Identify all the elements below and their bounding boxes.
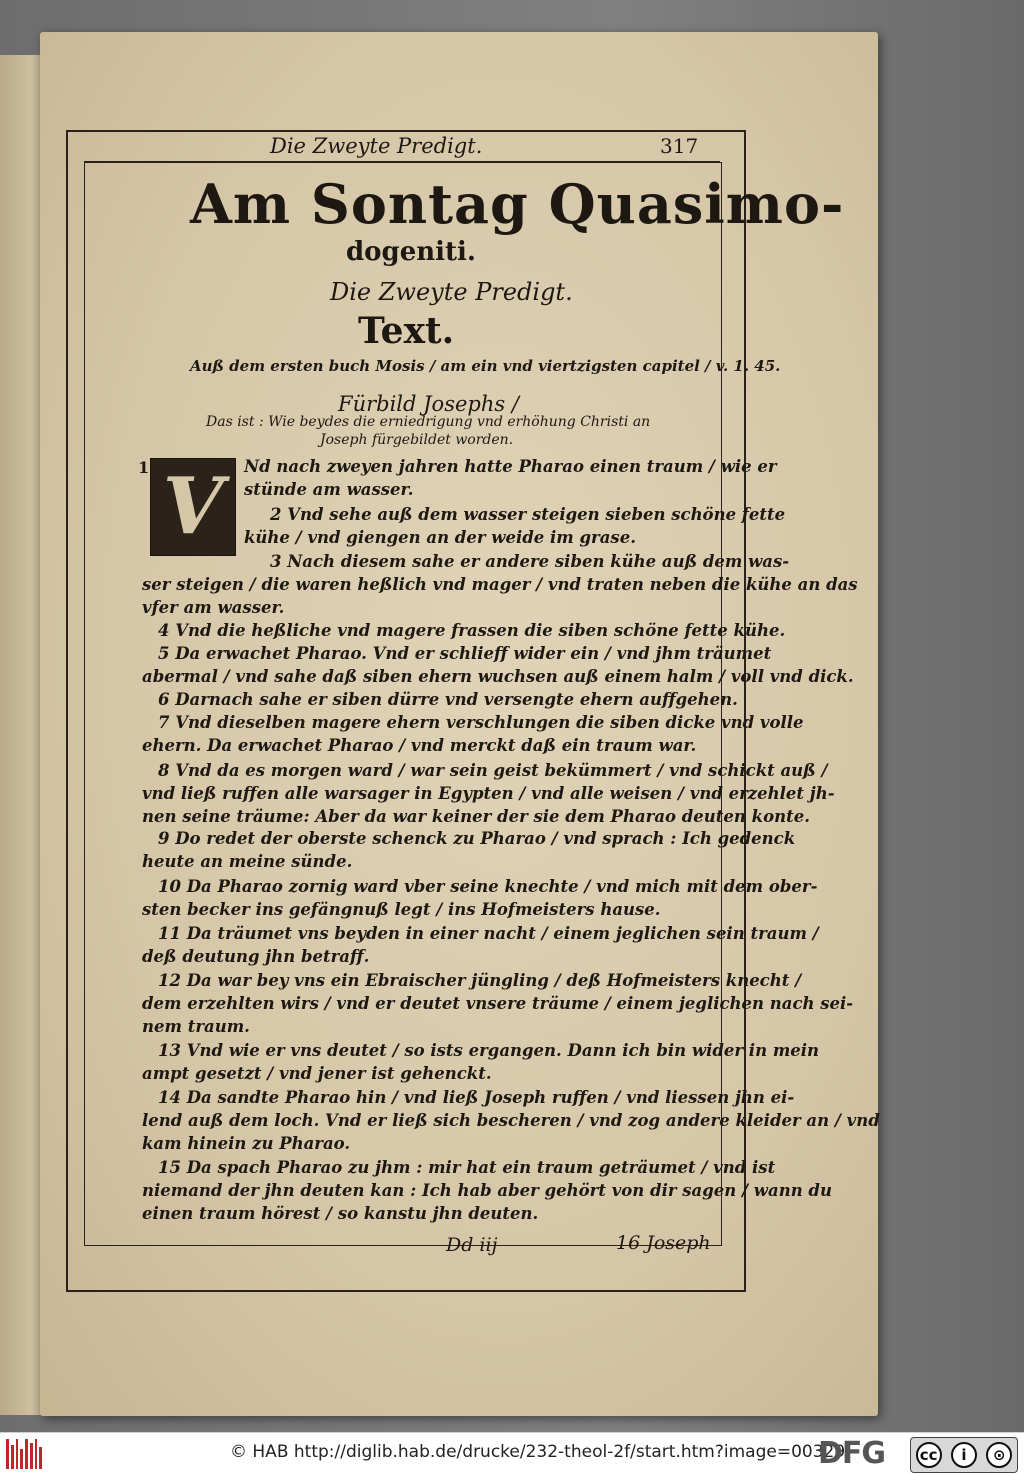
text-heading: Text. (358, 310, 455, 352)
text-line: 4 Vnd die heßliche vnd magere frassen die siben schöne fette kühe. (158, 621, 786, 640)
text-line: 10 Da Pharao zornig ward vber seine knechte / vnd mich mit dem ober- (158, 877, 818, 896)
text-line: 2 Vnd sehe auß dem wasser steigen sieben schöne fette (270, 505, 786, 524)
text-line: vnd ließ ruffen alle warsager in Egypten / vnd alle weisen / vnd erzehlet jh- (142, 784, 835, 803)
text-line: 6 Darnach sahe er siben dürre vnd versengte ehern auffgehen. (158, 690, 738, 709)
running-head: Die Zweyte Predigt. (270, 134, 483, 158)
sermon-subtitle: Die Zweyte Predigt. (330, 278, 573, 306)
text-line: 9 Do redet der oberste schenck zu Pharao / vnd sprach : Ich gedenck (158, 829, 796, 848)
cc-icon: cc (916, 1442, 942, 1468)
page-title-line2: dogeniti. (346, 237, 476, 267)
page-number: 317 (660, 134, 699, 158)
text-line: 3 Nach diesem sahe er andere siben kühe auß dem was- (270, 552, 790, 571)
text-line: ser steigen / die waren heßlich vnd mager / vnd traten neben die kühe an das (142, 575, 858, 594)
gloss-line-2: Joseph fürgebildet worden. (320, 432, 514, 448)
gloss-line-1: Das ist : Wie beydes die erniedrigung vnd erhöhung Christi an (206, 414, 651, 430)
text-line: 7 Vnd dieselben magere ehern verschlungen die siben dicke vnd volle (158, 713, 804, 732)
header-rule (84, 161, 720, 162)
figure-heading: Fürbild Josephs / (338, 392, 519, 416)
text-line: lend auß dem loch. Vnd er ließ sich bescheren / vnd zog andere kleider an / vnd (142, 1111, 880, 1130)
text-line: kühe / vnd giengen an der weide im grase. (244, 528, 636, 547)
text-line: kam hinein zu Pharao. (142, 1134, 351, 1153)
text-line: deß deutung jhn betraff. (142, 947, 370, 966)
text-line: 15 Da spach Pharao zu jhm : mir hat ein traum geträumet / vnd ist (158, 1158, 776, 1177)
decorated-initial: V (150, 458, 236, 556)
verse-number-1: 1 (138, 458, 150, 477)
text-line: 13 Vnd wie er vns deutet / so ists ergangen. Dann ich bin wider in mein (158, 1041, 820, 1060)
text-line: nem traum. (142, 1017, 250, 1036)
text-line: stünde am wasser. (244, 480, 414, 499)
cc-license-badge[interactable] (910, 1437, 1018, 1473)
text-line: 11 Da träumet vns beyden in einer nacht / einem jeglichen sein traum / (158, 924, 819, 943)
share-alike-icon: ⊙ (986, 1442, 1012, 1468)
signature-mark: Dd iij (446, 1234, 498, 1256)
copyright-url-link[interactable]: © HAB http://diglib.hab.de/drucke/232-theol-2f/start.htm?image=00329 (230, 1442, 846, 1462)
text-line: einen traum hörest / so kanstu jhn deuten. (142, 1204, 539, 1223)
text-line: ehern. Da erwachet Pharao / vnd merckt daß ein traum war. (142, 736, 697, 755)
text-line: sten becker ins gefängnuß legt / ins Hofmeisters hause. (142, 900, 661, 919)
viewer-footer (0, 1432, 1024, 1474)
text-line: vfer am wasser. (142, 598, 285, 617)
hab-logo-icon (6, 1439, 42, 1469)
text-line: 5 Da erwachet Pharao. Vnd er schlieff wider ein / vnd jhm träumet (158, 644, 772, 663)
dfg-logo: DFG (818, 1436, 886, 1471)
text-line: 12 Da war bey vns ein Ebraischer jüngling / deß Hofmeisters knecht / (158, 971, 802, 990)
text-line: 8 Vnd da es morgen ward / war sein geist bekümmert / vnd schickt auß / (158, 761, 828, 780)
text-line: ampt gesetzt / vnd jener ist gehenckt. (142, 1064, 492, 1083)
text-line: nen seine träume: Aber da war keiner der sie dem Pharao deuten konte. (142, 807, 810, 826)
text-line: Nd nach zweyen jahren hatte Pharao einen traum / wie er (244, 457, 777, 476)
catchword: 16 Joseph (616, 1232, 711, 1254)
attribution-icon: i (951, 1442, 977, 1468)
text-line: heute an meine sünde. (142, 852, 353, 871)
text-line: abermal / vnd sahe daß siben ehern wuchsen auß einem halm / voll vnd dick. (142, 667, 854, 686)
page-title-line1: Am Sontag Quasimo- (190, 172, 845, 236)
text-line: niemand der jhn deuten kan : Ich hab aber gehört von dir sagen / wann du (142, 1181, 832, 1200)
text-line: 14 Da sandte Pharao hin / vnd ließ Joseph ruffen / vnd liessen jhn ei- (158, 1088, 795, 1107)
scripture-source: Auß dem ersten buch Mosis / am ein vnd viertzigsten capitel / v. 1. 45. (190, 357, 781, 375)
text-line: dem erzehlten wirs / vnd er deutet vnsere träume / einem jeglichen nach sei- (142, 994, 854, 1013)
